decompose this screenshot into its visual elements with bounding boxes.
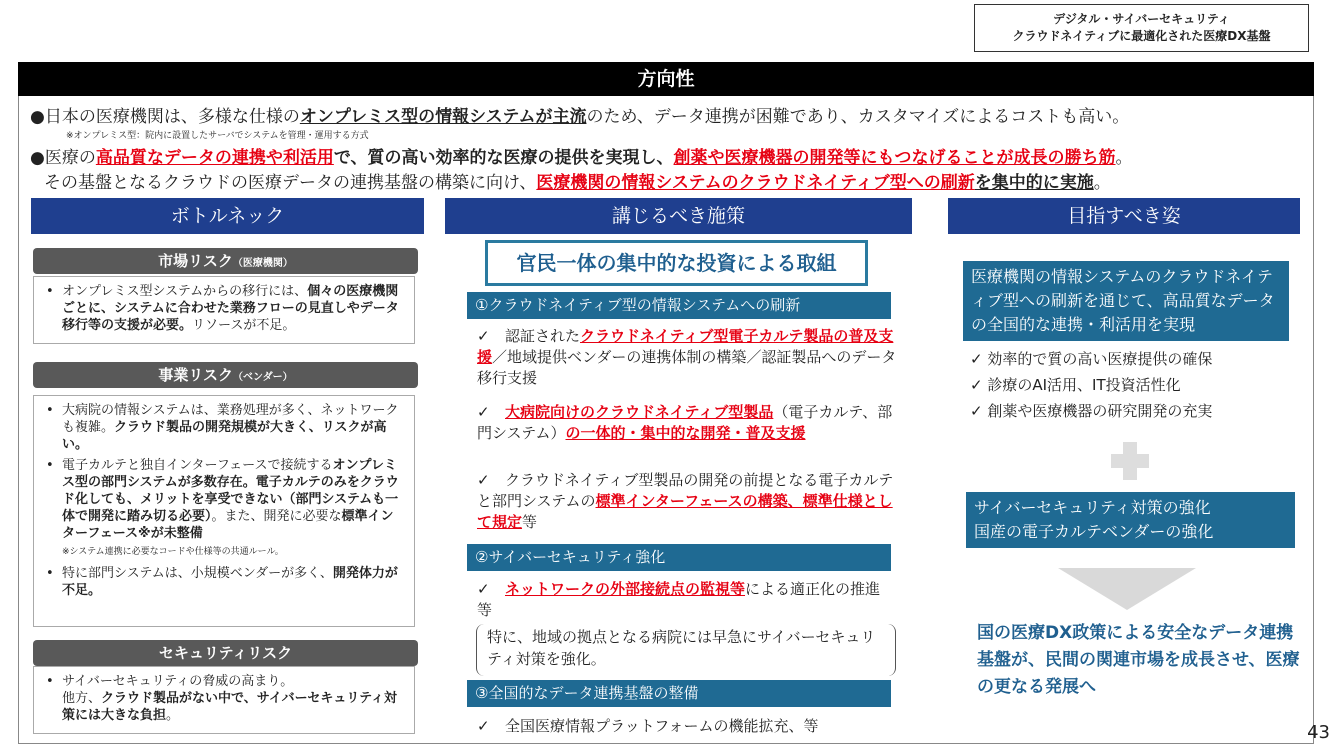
goal-box-1: 医療機関の情報システムのクラウドネイティブ型への刷新を通じて、高品質なデータの全国的な連携・利活用を実現 xyxy=(963,261,1289,341)
intro-emphasis: オンプレミス型の情報システムが主流 xyxy=(299,107,587,127)
measure-emphasis: 大病院向けのクラウドネイティブ型製品 xyxy=(505,403,774,421)
measure-emphasis: クラウドネイティブ型電子カルテ製品の普及支援 xyxy=(477,327,894,366)
check-icon: ✓ xyxy=(477,580,490,598)
intro-text: ●日本の医療機関は、多様な仕様の xyxy=(30,107,300,127)
goal-box-2-line: 国産の電子カルテベンダーの強化 xyxy=(974,522,1214,541)
measure-item xyxy=(477,716,897,737)
risk-text: 大病院の情報システムは、業務処理が多く、ネットワークも複雑。 xyxy=(62,403,399,435)
goal-box-2-line: サイバーセキュリティ対策の強化 xyxy=(974,498,1211,517)
intro-line-3 xyxy=(44,168,1111,193)
goal-item: ✓ 診療のAI活用、IT投資活性化 xyxy=(970,376,1181,394)
measure-emphasis: の一体的・集中的な開発・普及支援 xyxy=(565,424,806,442)
list-item xyxy=(44,673,404,724)
measure-section-2: ②サイバーセキュリティ強化 xyxy=(467,544,891,571)
page-number: 43 xyxy=(1307,722,1330,743)
measure-item xyxy=(477,402,897,444)
intro-line-2 xyxy=(30,143,1133,168)
risk-emphasis: オンプレミス型の部門システムが多数存在。電子カルテのみをクラウド化しても、メリットを享受できない（部門システムも一体で開発に踏み切る必要） xyxy=(62,458,399,524)
measure-text: 認証された xyxy=(505,327,581,345)
measure-emphasis: ネットワークの外部接続点の監視等 xyxy=(505,580,746,598)
document-tag xyxy=(974,4,1309,52)
market-risk-box xyxy=(33,276,415,344)
intro-emphasis: 創薬や医療機器の開発等にもつなげることが成長の勝ち筋 xyxy=(673,148,1116,168)
section-header: 方向性 xyxy=(18,62,1314,96)
measure-text: 等 xyxy=(522,513,538,531)
check-icon: ✓ xyxy=(477,327,490,345)
risk-emphasis: 個々の医療機関ごとに、システムに合わせた業務フローの見直しやデータ移行等の支援が必要。 xyxy=(62,284,399,333)
measure-section-1: ①クラウドネイティブ型の情報システムへの刷新 xyxy=(467,292,891,319)
measure-section-3: ③全国的なデータ連携基盤の整備 xyxy=(467,680,891,707)
market-risk-title xyxy=(33,248,418,274)
measure-text: による適正化の推進 等 xyxy=(477,580,896,619)
risk-text: サイバーセキュリティの脅威の高まり。 xyxy=(62,674,294,689)
measure-item xyxy=(477,470,897,533)
business-risk-title xyxy=(33,362,418,388)
risk-emphasis: クラウド製品の開発規模が大きく、リスクが高い。 xyxy=(62,420,387,452)
intro-text: その基盤となるクラウドの医療データの連携基盤の構築に向け、 xyxy=(44,173,537,193)
risk-title-text: 市場リスク xyxy=(158,252,233,270)
risk-text: 。また、開発に必要な xyxy=(211,509,342,524)
intro-text: ●医療の xyxy=(30,148,96,168)
intro-note: ※オンプレミス型：院内に設置したサーバでシステムを管理・運用する方式 xyxy=(66,131,369,141)
column-header-goal: 目指すべき姿 xyxy=(948,198,1300,234)
risk-title-text: セキュリティリスク xyxy=(158,644,293,662)
tag-line1: デジタル・サイバーセキュリティ xyxy=(1053,12,1230,26)
measure-item xyxy=(477,579,897,621)
measure-item xyxy=(477,326,897,389)
down-arrow-icon xyxy=(1058,568,1196,610)
intro-text: のため、データ連携が困難であり、カスタマイズによるコストも高い。 xyxy=(586,107,1130,127)
measure-text: ／地域提供ベンダーの連携体制の構築／認証製品へのデータ移行支援 xyxy=(477,348,897,387)
risk-text: 他方、 xyxy=(62,691,102,706)
business-risk-box xyxy=(33,395,415,627)
bracket-note: 特に、地域の拠点となる病院には早急にサイバーセキュリティ対策を強化。 xyxy=(476,624,896,676)
risk-emphasis: 開発体力が不足。 xyxy=(62,566,398,598)
goal-box-2 xyxy=(966,492,1295,548)
measures-frame-title: 官民一体の集中的な投資による取組 xyxy=(485,240,868,286)
intro-emphasis: 高品質なデータの連携や利活用 xyxy=(95,148,334,168)
risk-text: オンプレミス型システムからの移行には、 xyxy=(62,284,308,299)
measure-emphasis: 標準インターフェースの構築、標準仕様として規定 xyxy=(477,492,893,531)
goal-item: ✓ 創薬や医療機器の研究開発の充実 xyxy=(970,402,1213,420)
goal-item: ✓ 効率的で質の高い医療提供の確保 xyxy=(970,350,1213,368)
risk-title-text: 事業リスク xyxy=(158,366,234,384)
list-item xyxy=(44,402,404,453)
risk-text: 。 xyxy=(166,708,180,723)
risk-title-sub: （ベンダー） xyxy=(233,372,293,383)
risk-note: ※システム連携に必要なコードや仕様等の共通ルール。 xyxy=(62,547,284,557)
list-item xyxy=(44,565,404,599)
check-icon: ✓ xyxy=(477,471,490,489)
risk-emphasis: 標準インターフェース※が未整備 xyxy=(62,509,394,541)
check-icon: ✓ xyxy=(477,717,490,735)
goal-conclusion: 国の医療DX政策による安全なデータ連携基盤が、民間の関連市場を成長させ、医療の更なる発展へ xyxy=(977,623,1300,697)
security-risk-title xyxy=(33,640,418,666)
intro-text: 。 xyxy=(1115,148,1133,168)
security-risk-box xyxy=(33,666,415,734)
risk-text: 特に部門システムは、小規模ベンダーが多く、 xyxy=(62,566,333,581)
intro-line-1 xyxy=(30,102,1129,127)
list-item xyxy=(44,457,404,561)
intro-emphasis: 医療機関の情報システムのクラウドネイティブ型への刷新 xyxy=(536,173,975,193)
risk-title-sub: （医療機関） xyxy=(232,258,293,269)
plus-icon xyxy=(1111,442,1149,480)
column-header-bottleneck: ボトルネック xyxy=(31,198,424,234)
risk-text: 電子カルテと独自インターフェースで接続する xyxy=(62,458,333,473)
risk-text: リソースが不足。 xyxy=(192,318,296,333)
check-icon: ✓ xyxy=(477,403,490,421)
intro-text: で、質の高い効率的な医療の提供を実現し、 xyxy=(333,148,674,168)
list-item xyxy=(44,283,404,334)
intro-text: 。 xyxy=(1093,173,1111,193)
column-header-measures: 講じるべき施策 xyxy=(445,198,912,234)
tag-line2: クラウドネイティブに最適化された医療DX基盤 xyxy=(1012,29,1271,43)
measure-text: クラウドネイティブ型製品の開発の前提となる電子カルテと部門システムの xyxy=(477,471,894,510)
risk-emphasis: クラウド製品がない中で、サイバーセキュリティ対策には大きな負担 xyxy=(62,691,398,723)
intro-emphasis: を集中的に実施 xyxy=(974,173,1094,193)
measure-text: 全国医療情報プラットフォームの機能拡充、等 xyxy=(505,717,819,735)
measure-text: （電子カルテ、部門システム） xyxy=(477,403,893,442)
